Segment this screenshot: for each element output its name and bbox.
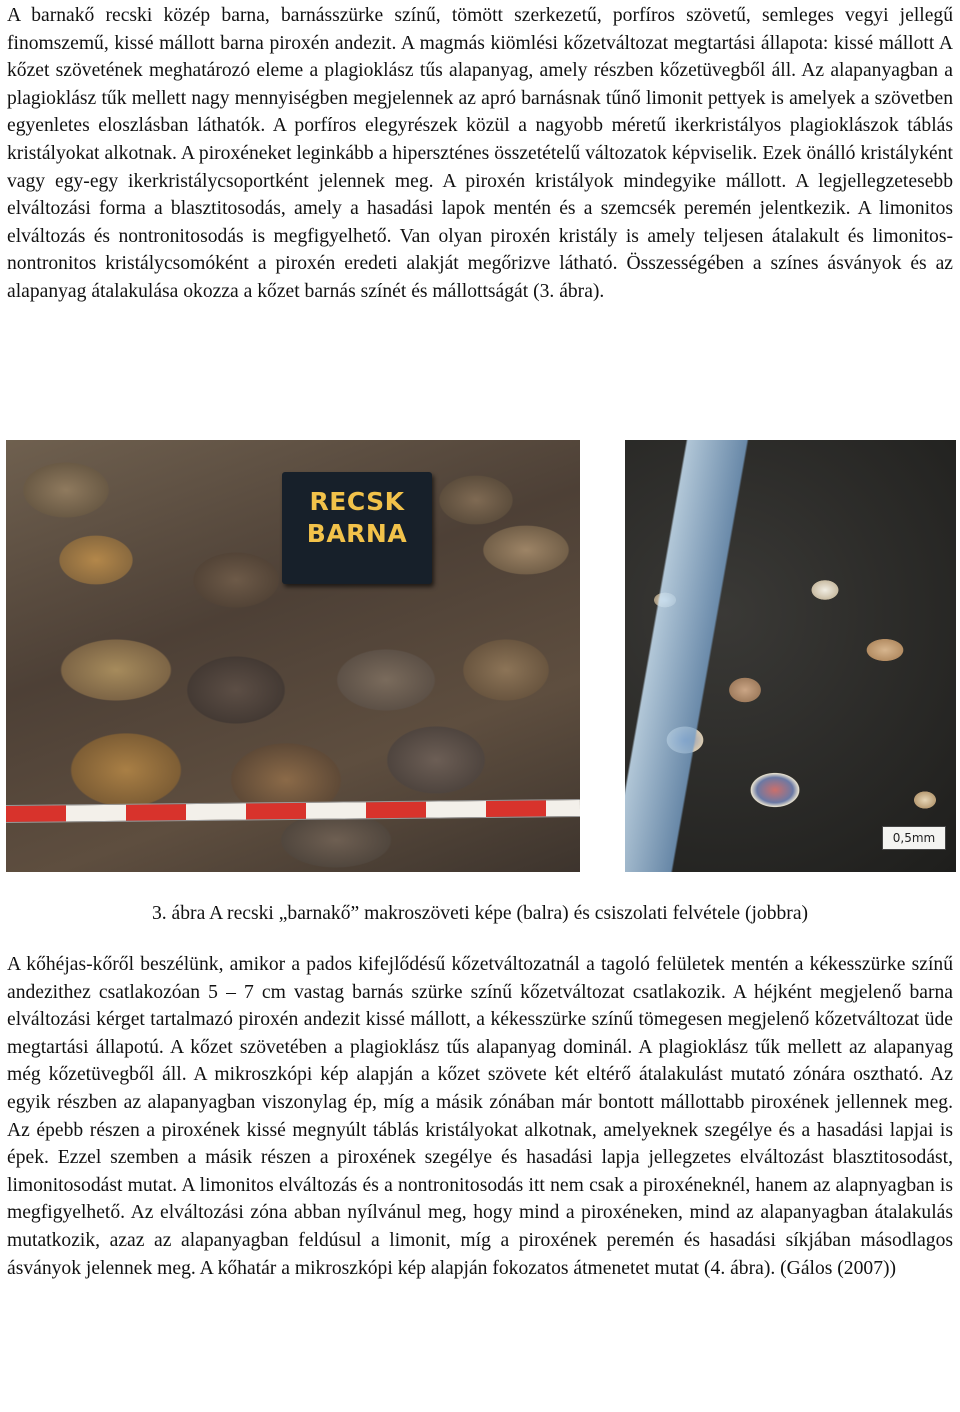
figure-caption: 3. ábra A recski „barnakő” makroszöveti képe (balra) és csiszolati felvétele (jobbra) <box>151 903 809 924</box>
scale-label: 0,5mm <box>882 826 946 850</box>
thin-section-micrograph <box>625 440 956 872</box>
body-paragraph: A kőhéjas-kőről beszélünk, amikor a pados kifejlődésű kőzetváltozatnál a tagoló felületek mentén a kékesszürke színű andezithez csatlakozóan 5 – 7 cm vastag barnás szürke színű kőzetváltozat csatlakozik. A héjként megjelenő barna elváltozási kérget tartalmazó piroxén andezit kissé mállott, a kékesszürke színű tömegesen megjelenő kőzetváltozat üde megtartási állapotú. A kőzet szövetében a plagioklász tűs alapanyag dominál. A plagioklász tűk mellett az alapanyag még kőzetüvegből áll. A mikroszkópi kép alapján a kőzet szövete két eltérő átalakulást mutató zónára osztható. Az egyik részben az alapanyagban viszonylag ép, míg a másik zónában már bontott mállottabb piroxének jellennek meg. Az épebb részen a piroxének kissé megnyúlt táblás kristályokat alkotnak, amelyeknek szegélye és a hasadási lapjai is épek. Ezzel szemben a másik részen a piroxének szegélye és hasadási lapja jellegzetes elváltozást blasztitosodást, limonitosodást mutat. A limonitos elváltozás és a nontronitosodás itt nem csak a piroxéneknél, hanem az alapnyagban is megfigyelhető. Az elváltozási zóna abban nyílvánul meg, hogy mind a piroxéneken, mind az alapanyagban átalakulás mutatkozik, azaz az alapanyagban feldúsul a limonit, míg a piroxének peremén és hasadási síkjában másodlagos ásványok jelennek meg. A kőhatár a mikroszkópi kép alapján fokozatos átmenetet mutat (4. ábra). (Gálos (2007)) <box>7 954 953 1279</box>
rock-pile-photo <box>6 440 580 872</box>
measuring-ruler <box>6 799 580 823</box>
sign-line-1: RECSK <box>309 487 405 516</box>
intro-paragraph: A barnakő recski közép barna, barnásszürke színű, tömött szerkezetű, porfíros szövetű, semleges vegyi jellegű finomszemű, kissé mállott barna piroxén andezit. A magmás kiömlési kőzetváltozat megtartási állapota: kissé mállott A kőzet szövetének meghatározó eleme a plagioklász tűs alapanyag, amely részben kőzetüvegből áll. Az alapanyagban a plagioklász tűk mellett nagy mennyiségben megjelennek az apró barnásnak tűnő limonit pettyek is amelyek a szövetben egyenletes eloszlásban láthatók. A porfíros elegyrészek közül a nagyobb méretű ikerkristályos plagioklászok táblás kristályokat alkotnak. A piroxéneket leginkább a hiperszténes összetételű változatok képviselik. Ezek önálló kristályként vagy egy-egy ikerkristálycsoportként jelennek meg. A piroxén kristályok mindegyike mállott. A legjellegzetesebb elváltozási forma a blasztitosodás, amely a hasadási lapok mentén és a szemcsék peremén jelentkezik. A limonitos elváltozás és nontronitosodás is megfigyelhető. Van olyan piroxén kristály is amely teljesen átalakult és limonitos-nontronitos kristálycsomóként a piroxén eredeti alakját megőrizve látható. Összességében a színes ásványok és az alapanyag átalakulása okozza a kőzet barnás színét és mállottságát (3. ábra). <box>7 5 953 302</box>
sample-sign <box>282 472 432 584</box>
sign-line-2: BARNA <box>306 519 408 548</box>
sample-sign-text <box>282 486 432 550</box>
